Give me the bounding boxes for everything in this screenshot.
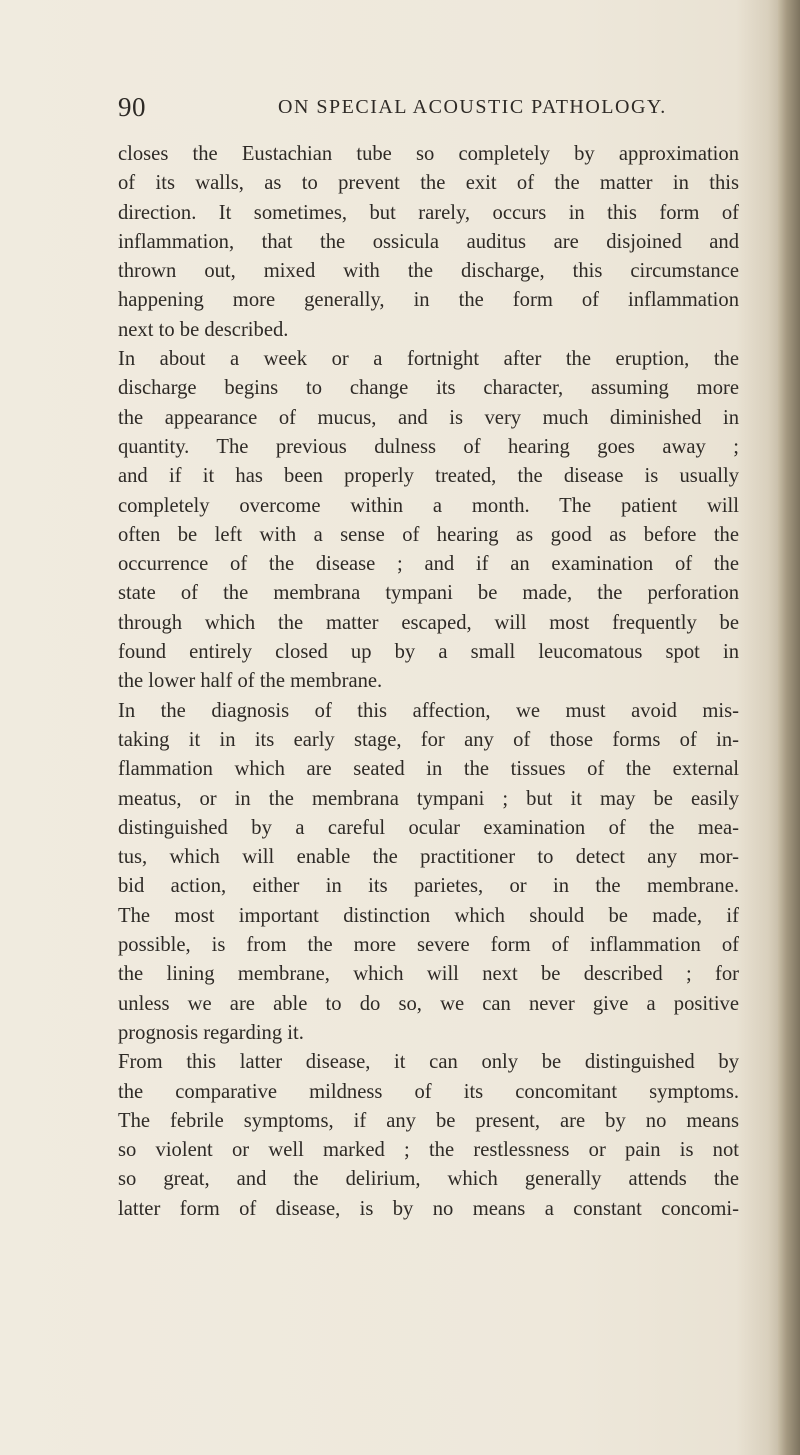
text-line: next to be described. bbox=[118, 318, 289, 341]
text-line: so violent or well marked ; the restlessness or pain is not bbox=[118, 1139, 739, 1162]
text-line: meatus, or in the membrana tympani ; but it may be easily bbox=[118, 787, 739, 810]
text-line: and if it has been properly treated, the disease is usually bbox=[118, 465, 739, 488]
text-line: latter form of disease, is by no means a constant concomi- bbox=[118, 1197, 739, 1220]
page-number: 90 bbox=[118, 92, 146, 122]
page-header bbox=[118, 92, 730, 126]
book-spine-edge bbox=[778, 0, 800, 1455]
text-line: thrown out, mixed with the discharge, this circumstance bbox=[118, 260, 739, 283]
text-line: The febrile symptoms, if any be present, are by no means bbox=[118, 1109, 739, 1132]
text-line: possible, is from the more severe form of inflammation of bbox=[118, 934, 739, 957]
text-line: inflammation, that the ossicula auditus are disjoined and bbox=[118, 230, 739, 253]
text-line: tus, which will enable the practitioner to detect any mor- bbox=[118, 846, 739, 869]
text-line: In about a week or a fortnight after the eruption, the bbox=[118, 348, 739, 371]
text-line: found entirely closed up by a small leucomatous spot in bbox=[118, 641, 739, 664]
text-line: unless we are able to do so, we can never give a positive bbox=[118, 992, 739, 1015]
text-line: the appearance of mucus, and is very much diminished in bbox=[118, 406, 739, 429]
text-line: direction. It sometimes, but rarely, occurs in this form of bbox=[118, 201, 739, 224]
text-line: the comparative mildness of its concomitant symptoms. bbox=[118, 1080, 739, 1103]
text-line: prognosis regarding it. bbox=[118, 1021, 304, 1044]
text-line: In the diagnosis of this affection, we must avoid mis- bbox=[118, 699, 739, 722]
text-line: often be left with a sense of hearing as good as before the bbox=[118, 523, 739, 546]
running-title: ON SPECIAL ACOUSTIC PATHOLOGY. bbox=[278, 96, 667, 118]
text-line: completely overcome within a month. The patient will bbox=[118, 494, 739, 517]
text-line: so great, and the delirium, which generally attends the bbox=[118, 1168, 739, 1191]
text-line: From this latter disease, it can only be distinguished by bbox=[118, 1051, 739, 1074]
text-line: occurrence of the disease ; and if an examination of the bbox=[118, 553, 739, 576]
text-line: discharge begins to change its character, assuming more bbox=[118, 377, 739, 400]
text-line: through which the matter escaped, will most frequently be bbox=[118, 611, 739, 634]
text-line: the lower half of the membrane. bbox=[118, 670, 383, 693]
body-text bbox=[118, 140, 739, 1224]
text-line: flammation which are seated in the tissues of the external bbox=[118, 758, 739, 781]
text-line: the lining membrane, which will next be described ; for bbox=[118, 963, 739, 986]
text-line: of its walls, as to prevent the exit of the matter in this bbox=[118, 172, 739, 195]
text-line: state of the membrana tympani be made, the perforation bbox=[118, 582, 739, 605]
text-line: quantity. The previous dulness of hearing goes away ; bbox=[118, 435, 739, 458]
text-line: The most important distinction which should be made, if bbox=[118, 904, 739, 927]
text-line: distinguished by a careful ocular examination of the mea- bbox=[118, 816, 739, 839]
text-line: taking it in its early stage, for any of those forms of in- bbox=[118, 728, 739, 751]
text-line: bid action, either in its parietes, or in the membrane. bbox=[118, 875, 739, 898]
text-line: happening more generally, in the form of inflammation bbox=[118, 289, 739, 312]
text-line: closes the Eustachian tube so completely by approximation bbox=[118, 143, 739, 165]
